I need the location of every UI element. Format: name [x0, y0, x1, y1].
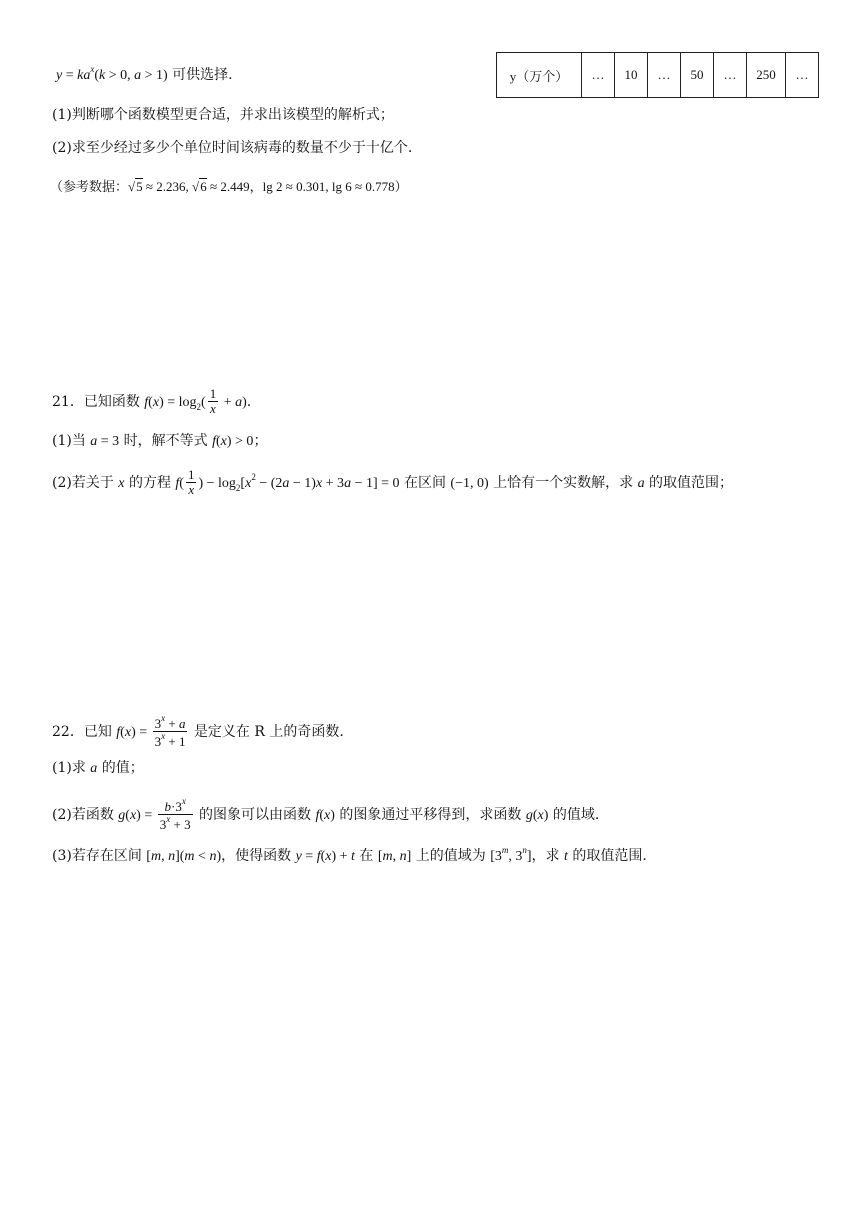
q20-part2: (2)求至少经过多少个单位时间该病毒的数量不少于十亿个.	[52, 140, 413, 156]
q21-number: 21．	[52, 393, 84, 410]
data-table	[496, 52, 819, 98]
table-cell: 50	[681, 53, 714, 98]
table-header-cell: y（万个）	[497, 53, 582, 98]
q20-part1: (1)判断哪个函数模型更合适，并求出该模型的解析式；	[52, 107, 394, 123]
table-cell: …	[786, 53, 819, 98]
q22-part1: (1)求 a 的值；	[52, 760, 144, 776]
q22-stem: 22．已知 f(x) = $\frac{3^x + a}{3^x + 1}$ 是定义在 R 上的奇函数.	[52, 713, 344, 750]
model-option-line	[56, 64, 233, 85]
q22-part2: (2)若函数 g(x) = $\frac{b\cdot 3^x}{3^x + 3}$ 的图象可以由函数 f(x) 的图象通过平移得到，求函数 g(x) 的值域.	[52, 796, 600, 833]
q22-number: 22．	[52, 723, 84, 740]
table-cell: 10	[615, 53, 648, 98]
table-cell: …	[648, 53, 681, 98]
q22-part3: (3)若存在区间 [m, n](m < n)，使得函数 y = f(x) + t 在 [m, n] 上的值域为 [3$^m$, 3$^n$]，求 t 的取值范围.	[52, 845, 647, 864]
q21-stem: 21．已知函数 $f(x) = \log_2$( $\frac{1}{x}$ + a).	[52, 386, 252, 417]
table-cell: …	[714, 53, 747, 98]
table-cell: 250	[747, 53, 786, 98]
q20-reference: （参考数据：√5 ≈ 2.236, √6 ≈ 2.449，lg 2 ≈ 0.301, lg 6 ≈ 0.778）	[50, 179, 408, 195]
q21-part1: (1)当 a = 3 时，解不等式 f(x) > 0；	[52, 433, 268, 449]
q21-part2: (2)若关于 x 的方程 f( $\frac{1}{x}$ ) − $\log_2[x^2 - (2a - 1)x + 3a - 1] = 0$ 在区间 (−1, 0) 上恰有一个实数解，求 a 的取值范围；	[52, 467, 734, 498]
table-row	[497, 53, 819, 98]
table-cell: …	[582, 53, 615, 98]
model-formula: $y = ka^x(k > 0$, a > 1)	[56, 64, 168, 83]
model-option-tail: 可供选择.	[172, 67, 233, 83]
